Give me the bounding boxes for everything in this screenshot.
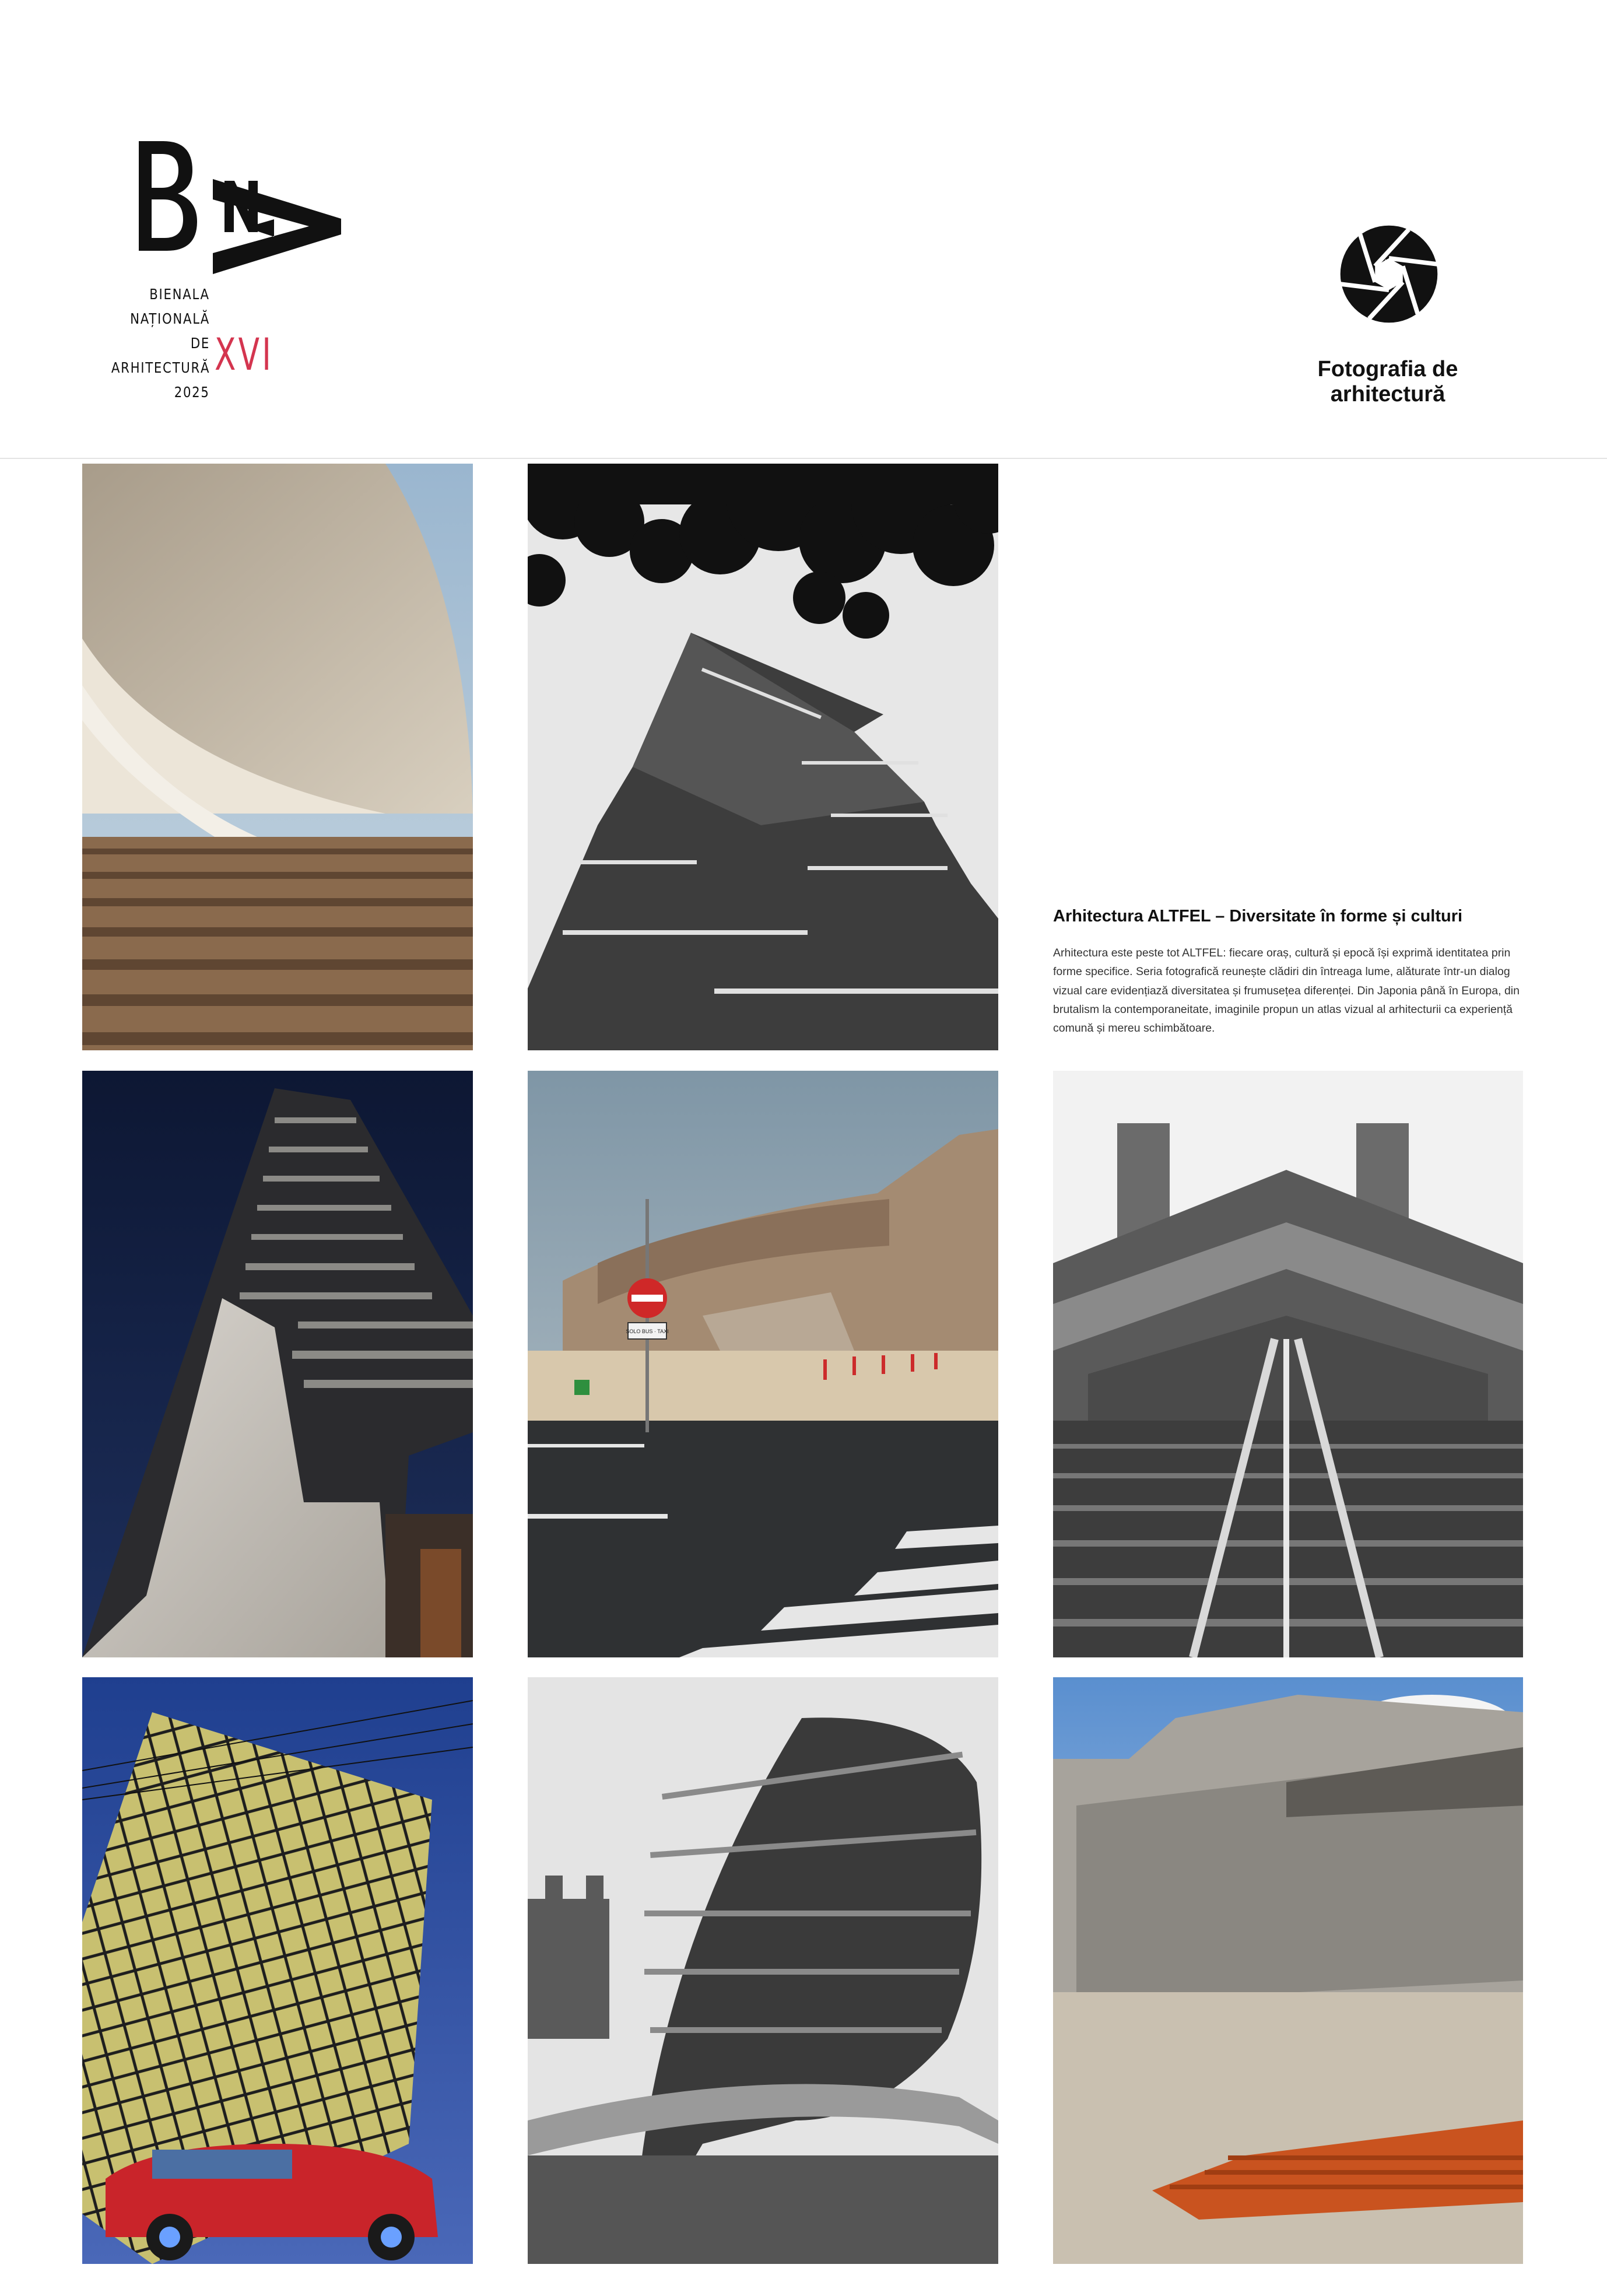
photo-concert-hall-curve xyxy=(82,464,473,1050)
photo-brutalist-stairs xyxy=(1053,1071,1523,1657)
photo-striped-tower xyxy=(82,1071,473,1657)
photo-concrete-museum xyxy=(1053,1677,1523,2264)
section-label: Fotografia de arhitectură xyxy=(1317,357,1458,406)
bus-taxi-sign-text: SOLO BUS · TAXI xyxy=(626,1328,669,1334)
logo-line-de: DE xyxy=(190,335,210,352)
logo-line-year: 2025 xyxy=(174,384,210,401)
photo-brick-pyramid xyxy=(528,464,998,1050)
photo-brutalist-street xyxy=(528,1071,998,1657)
camera-aperture-icon xyxy=(1339,225,1438,324)
logo-line-nationala: NAȚIONALĂ xyxy=(130,310,210,327)
article-panel xyxy=(1053,907,1520,1038)
bna-logo xyxy=(105,134,350,408)
photo-glass-lattice-building xyxy=(82,1677,473,2264)
logo-line-bienala: BIENALA xyxy=(149,286,210,303)
article-title: Arhitectura ALTFEL – Diversitate în forme și culturi xyxy=(1053,907,1463,926)
edition-numeral: XVI xyxy=(215,328,274,380)
logo-line-arhitectura: ARHITECTURĂ xyxy=(111,359,210,376)
header-divider xyxy=(0,458,1607,459)
bna-logo-mark xyxy=(105,134,350,309)
article-body: Arhitectura este peste tot ALTFEL: fiecare oraș, cultură și epocă își exprimă identitatea prin forme specifice. Seria fotografică reunește clădiri din întreaga lume, alăturate într-un dialog vizual care evidențiază diversitatea și frumusețea diferenței. Din Japonia până în Europa, din brutalism la contemporaneitate, imaginile propun un atlas vizual al arhitecturii ca experiență comună și mereu schimbătoare. xyxy=(1053,947,1520,1035)
photo-glass-dome-hall xyxy=(528,1677,998,2264)
